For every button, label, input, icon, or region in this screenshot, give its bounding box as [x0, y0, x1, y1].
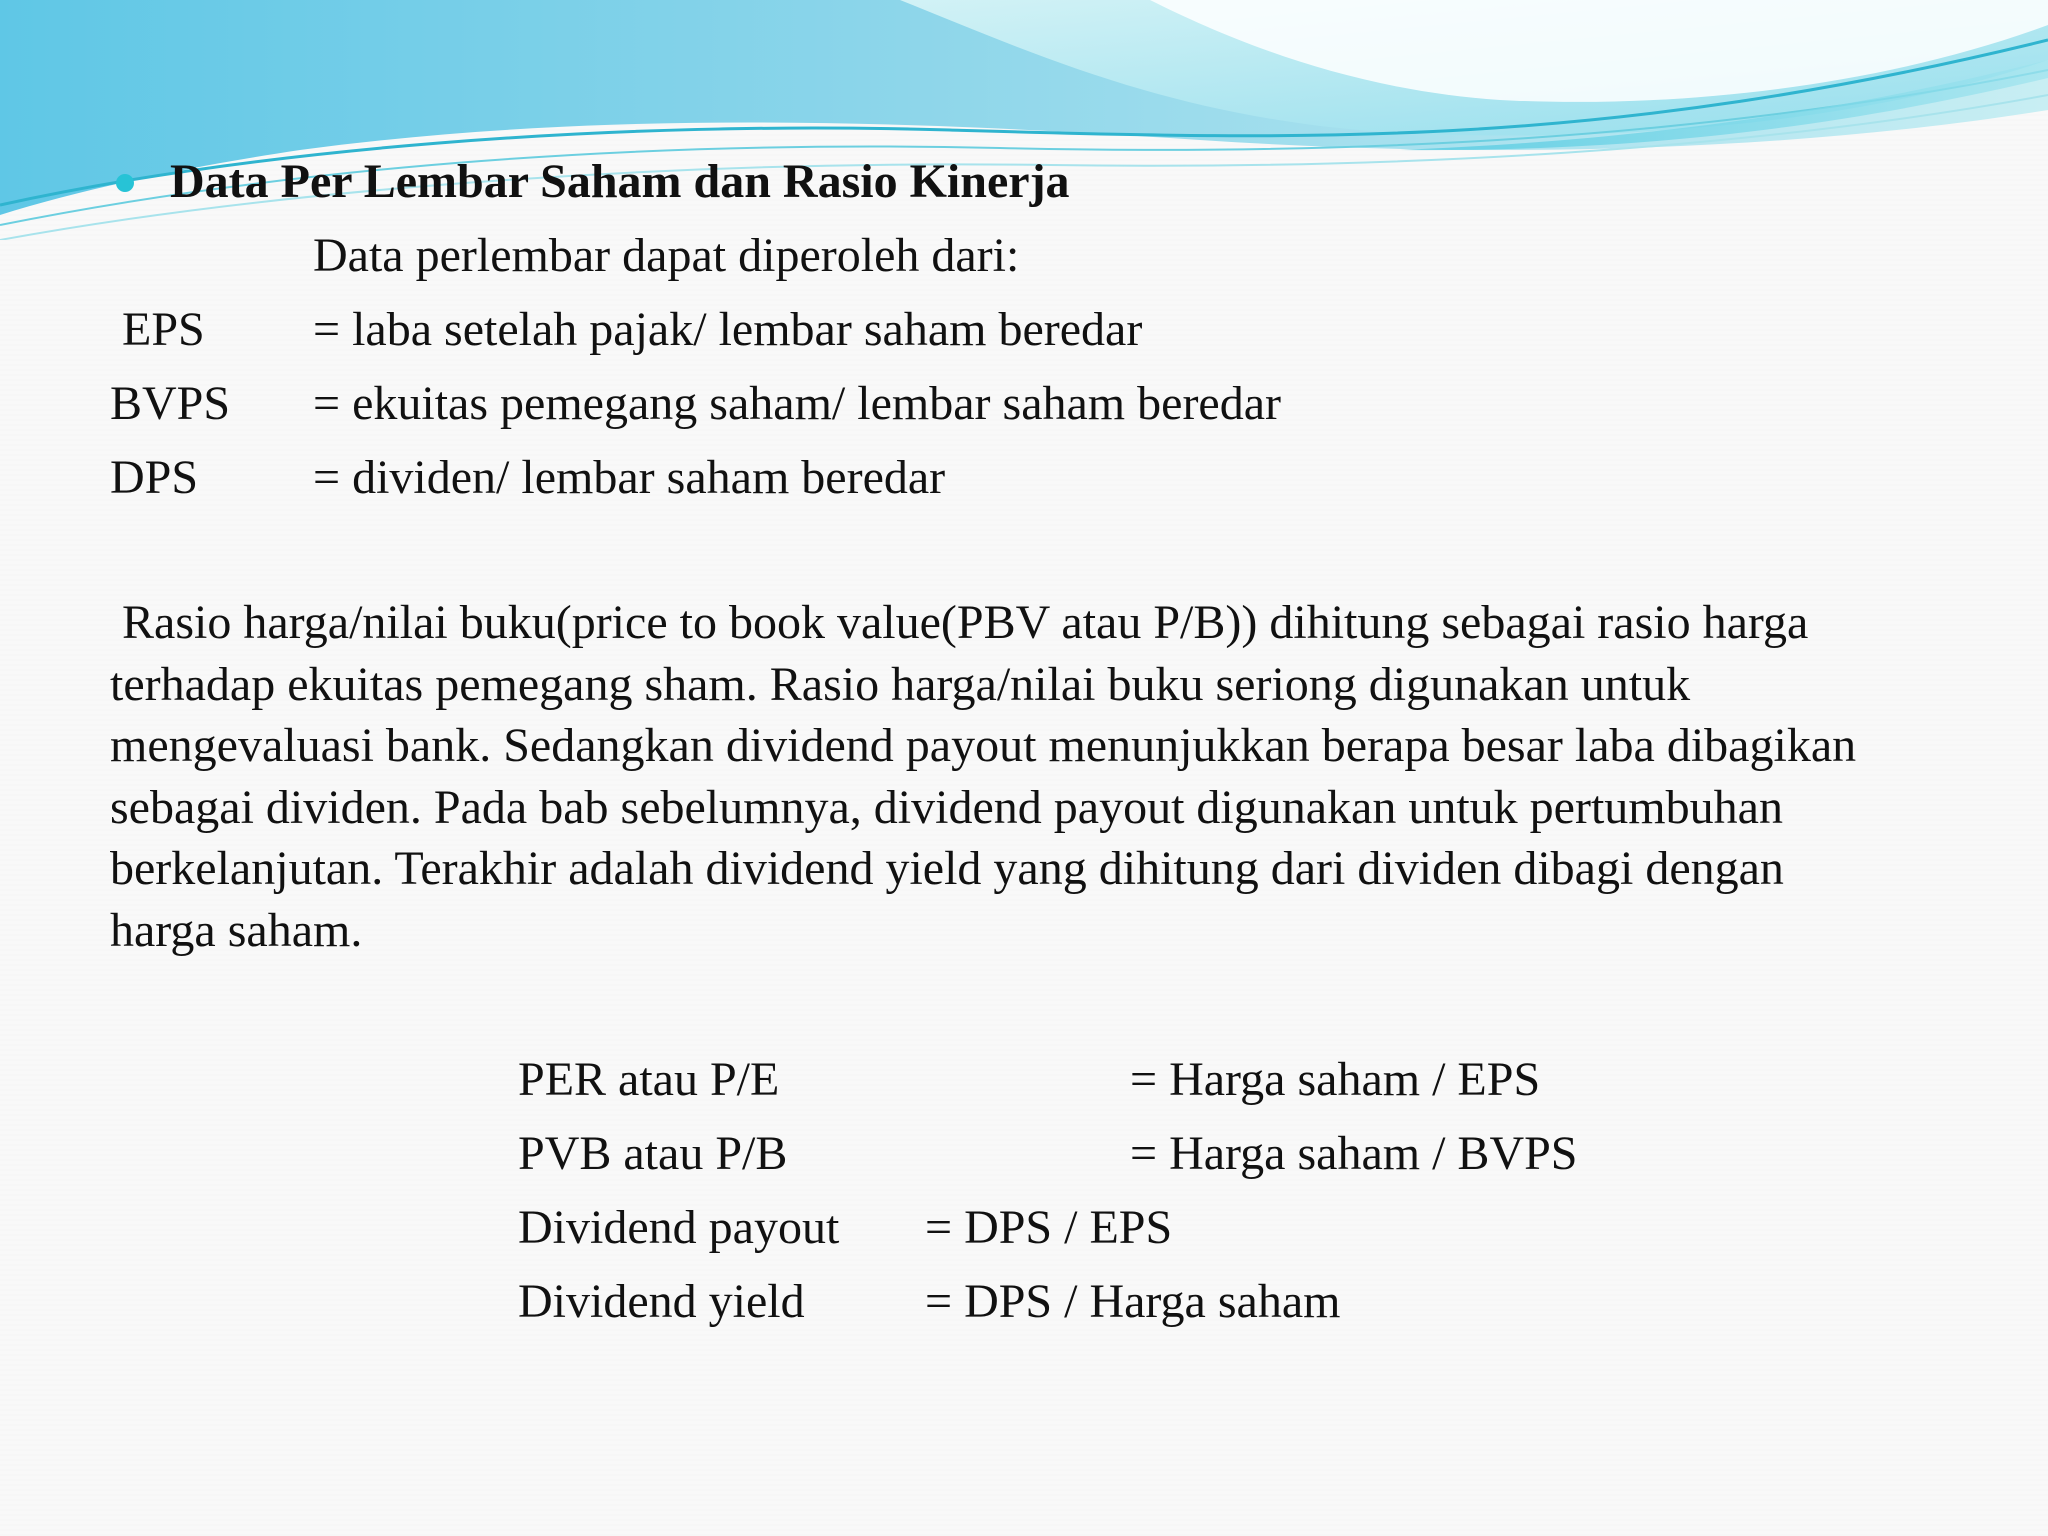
formula-label-pvb: PVB atau P/B	[518, 1127, 788, 1180]
ratio-formula-bvps: = ekuitas pemegang saham/ lembar saham beredar	[313, 377, 1282, 430]
paragraph-line: berkelanjutan. Terakhir adalah dividend yield yang dihitung dari dividen dibagi dengan	[110, 842, 1784, 895]
formula-value-dividend-yield: = DPS / Harga saham	[925, 1275, 1341, 1328]
ratio-label-dps: DPS	[110, 451, 199, 504]
paragraph-line: mengevaluasi bank. Sedangkan dividend payout menunjukkan berapa besar laba dibagikan	[110, 719, 1857, 772]
formula-value-pvb: = Harga saham / BVPS	[1130, 1127, 1578, 1180]
ratio-formula-dps: = dividen/ lembar saham beredar	[313, 451, 946, 504]
ratio-label-bvps: BVPS	[110, 377, 231, 430]
formula-label-dividend-payout: Dividend payout	[518, 1201, 840, 1254]
formula-label-dividend-yield: Dividend yield	[518, 1275, 805, 1328]
formula-value-per: = Harga saham / EPS	[1130, 1053, 1541, 1106]
paragraph-line: harga saham.	[110, 903, 363, 957]
paragraph-line: terhadap ekuitas pemegang sham. Rasio harga/nilai buku seriong digunakan untuk	[110, 657, 1691, 711]
formula-value-dividend-payout: = DPS / EPS	[925, 1201, 1173, 1254]
ratio-label-eps: EPS	[122, 303, 205, 356]
formula-label-per: PER atau P/E	[518, 1053, 780, 1106]
intro-text: Data perlembar dapat diperoleh dari:	[313, 229, 1020, 282]
bullet-icon	[116, 174, 134, 192]
ratio-formula-eps: = laba setelah pajak/ lembar saham beredar	[313, 303, 1143, 356]
explanation-paragraph	[110, 592, 1990, 961]
slide-heading: Data Per Lembar Saham dan Rasio Kinerja	[170, 155, 1070, 208]
paragraph-line: sebagai dividen. Pada bab sebelumnya, dividend payout digunakan untuk pertumbuhan	[110, 780, 1783, 834]
paragraph-line: Rasio harga/nilai buku(price to book value(PBV atau P/B)) dihitung sebagai rasio harga	[122, 596, 1809, 649]
